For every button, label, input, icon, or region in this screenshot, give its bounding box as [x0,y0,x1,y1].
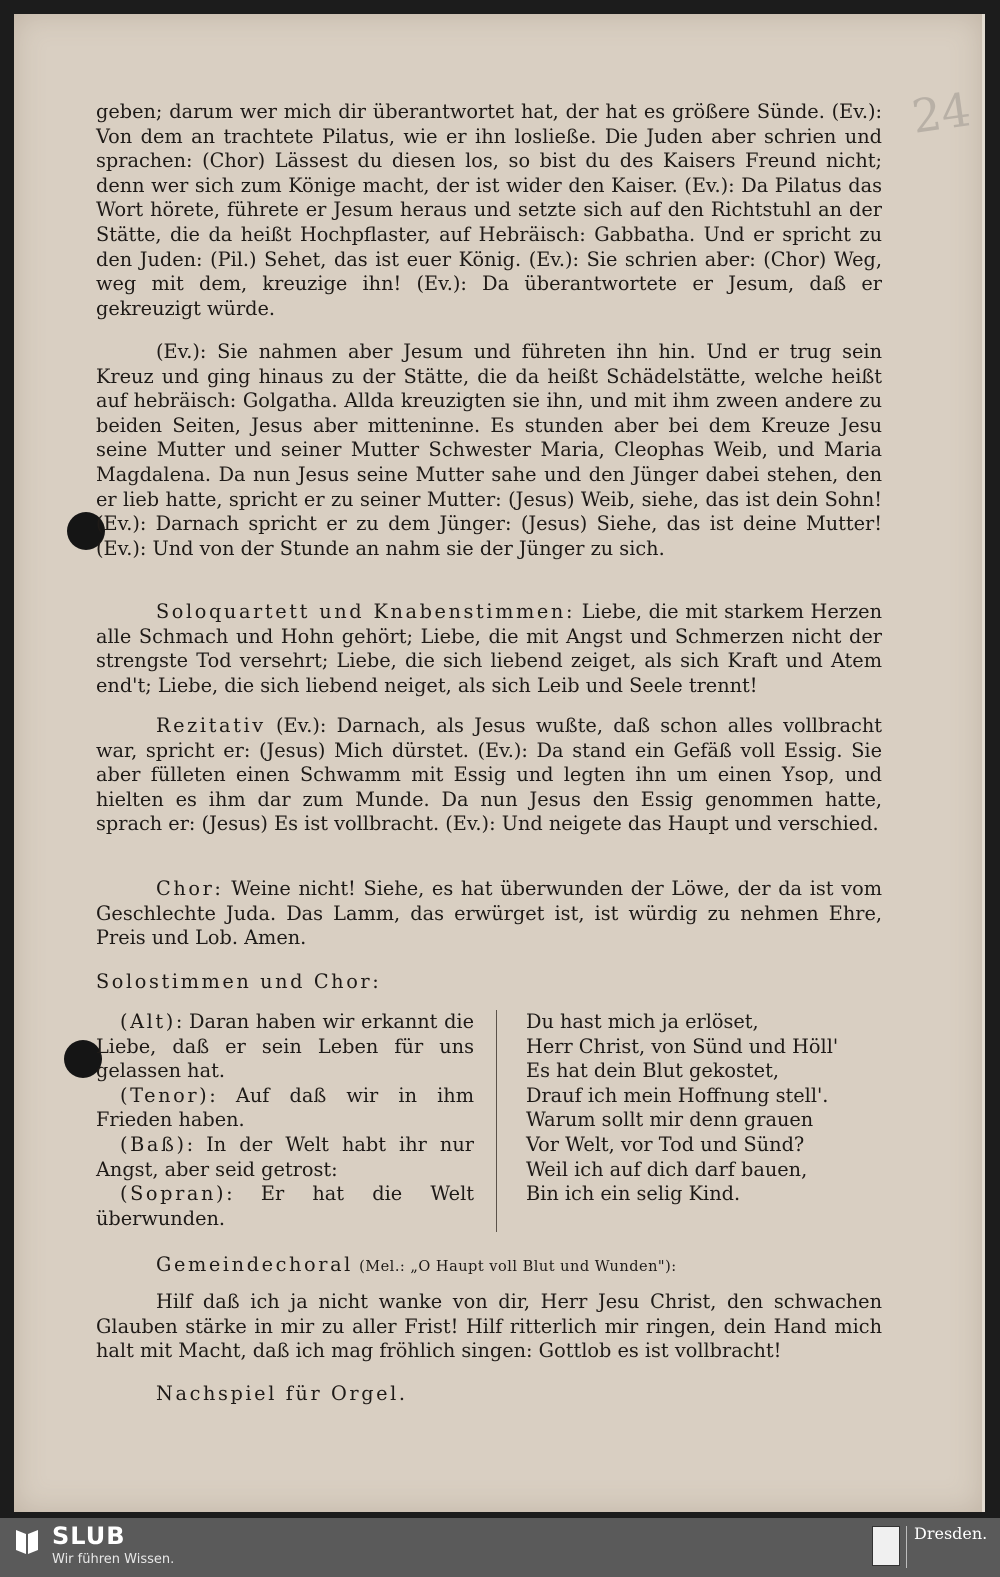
verse-line: Herr Christ, von Sünd und Höll' [526,1034,839,1058]
verse-line: Weil ich auf dich darf bauen, [526,1157,808,1181]
solostimmen-left-column [96,1010,474,1231]
book-icon [14,1526,40,1556]
dresden-logo-text: Dresden. [914,1524,988,1543]
soloquartett-text: Liebe, die mit starkem Herzen alle Schmach und Hohn gehört; Liebe, die mit Angst und Schmerzen nicht der strengste Tod versehrt; Liebe, die sich liebend zeiget, als sich Kraft und Atem end't; Liebe, die sich liebend neiget, als sich Leib und Seele trennt! [96,600,882,697]
chor-text: Weine nicht! Siehe, es hat überwunden der Löwe, der da ist vom Geschlechte Juda. Das Lamm, das erwürget ist, ist würdig zu nehmen Ehre, Preis und Lob. Amen. [96,877,882,950]
solo-sopran: (Sopran): Er hat die Welt überwunden. [96,1182,474,1230]
solostimmen-heading: Solostimmen und Chor: [96,970,382,993]
verse-line: Drauf ich mein Hoffnung stell'. [526,1083,829,1107]
footer-divider [906,1526,907,1568]
section-chor [96,877,882,951]
gemeindechoral-melody: (Mel.: „O Haupt voll Blut und Wunden"): [359,1259,677,1275]
slub-logo-text[interactable]: SLUB [52,1522,126,1550]
rezitativ-heading: Rezitativ [156,714,266,737]
solostimmen-heading-block [96,970,882,995]
solo-alt: (Alt): Daran haben wir erkannt die Liebe, daß er sein Leben für uns gelassen hat. [96,1010,474,1083]
paragraph-pilatus: geben; darum wer mich dir überantwortet hat, der hat es größere Sünde. (Ev.): Von dem an trachtete Pilatus, wie er ihn losließe. Die Juden aber schrien und sprachen: (Chor) Lässest du diesen los, so bist du des Kaisers Freund nicht; denn wer sich zum Könige macht, der ist wider den Kaiser. (Ev.): Da Pilatus das Wort hörete, führete er Jesum heraus und setzte sich auf den Richtstuhl an der Stätte, die da heißt Hochpflaster, auf Hebräisch: Gabbatha. Und er spricht zu den Juden: (Pil.) Sehet, das ist euer König. (Ev.): Sie schrien aber: (Chor) Weg, weg mit dem, kreuzige ihn! (Ev.): Da überantwortete er Jesum, daß er gekreuzigt würde. [96,100,882,320]
section-nachspiel [96,1382,882,1407]
slub-footer-bar [0,1518,1000,1577]
dresden-logo[interactable] [914,1526,987,1542]
gemeindechoral-heading: Gemeindechoral [156,1253,353,1276]
nachspiel-text: Nachspiel für Orgel. [156,1382,408,1405]
verse-line: Bin ich ein selig Kind. [526,1182,741,1206]
solo-bass: (Baß): In der Welt habt ihr nur Angst, aber seid getrost: [96,1132,474,1181]
column-divider [496,1010,497,1232]
slub-tagline: Wir führen Wissen. [52,1552,175,1567]
paragraph-golgatha: (Ev.): Sie nahmen aber Jesum und führeten ihn hin. Und er trug sein Kreuz und ging hinaus zu der Stätte, die da heißt Schädelstätte, welche heißt auf hebräisch: Golgatha. Allda kreuzigten sie ihn, und mit ihm zween andere zu beiden Seiten, Jesus aber mitteninne. Es stunden aber bei dem Kreuze Jesu seine Mutter und seiner Mutter Schwester Maria, Cleophas Weib, und Maria Magdalena. Da nun Jesus seine Mutter sahe und den Jünger dabei stehen, den er lieb hatte, spricht er zu seiner Mutter: (Jesus) Weib, siehe, das ist dein Sohn! (Ev.): Darnach spricht er zu dem Jünger: (Jesus) Siehe, das ist deine Mutter! (Ev.): Und von der Stunde an nahm sie der Jünger zu sich. [96,340,882,560]
dresden-crest-icon [872,1526,900,1566]
soloquartett-heading: Soloquartett und Knabenstimmen: [156,600,576,623]
verse-line: Es hat dein Blut gekostet, [526,1059,779,1083]
archive-pencil-mark: 24 [908,82,975,144]
section-gemeindechoral-text [96,1290,882,1364]
section-soloquartett [96,600,882,698]
solostimmen-columns [96,1010,882,1236]
verse-line: Du hast mich ja erlöset, [526,1010,759,1033]
rezitativ-text: (Ev.): Darnach, als Jesus wußte, daß schon alles vollbracht war, spricht er: (Jesus) Mich dürstet. (Ev.): Da stand ein Gefäß voll Essig. Sie aber fülleten einen Schwamm mit Essig und legten ihn um einen Ysop, und hielten es ihm dar zum Munde. Da nun Jesus den Essig genommen hatte, sprach er: (Jesus) Es ist vollbracht. (Ev.): Und neigete das Haupt und verschied. [96,714,882,836]
chor-heading: Chor: [156,877,224,900]
section-gemeindechoral-heading [96,1253,882,1280]
verse-line: Warum sollt mir denn grauen [526,1108,814,1132]
verse-line: Vor Welt, vor Tod und Sünd? [526,1132,805,1156]
solo-tenor: (Tenor): Auf daß wir in ihm Frieden haben. [96,1083,474,1132]
gemeindechoral-text: Hilf daß ich ja nicht wanke von dir, Herr Jesu Christ, den schwachen Glauben stärke in mir zu aller Frist! Hilf ritterlich mir ringen, dein Hand mich halt mit Macht, daß ich mag fröhlich singen: Gottlob es ist vollbracht! [96,1290,882,1363]
chorale-verse-column [526,1010,882,1207]
section-rezitativ [96,714,882,837]
